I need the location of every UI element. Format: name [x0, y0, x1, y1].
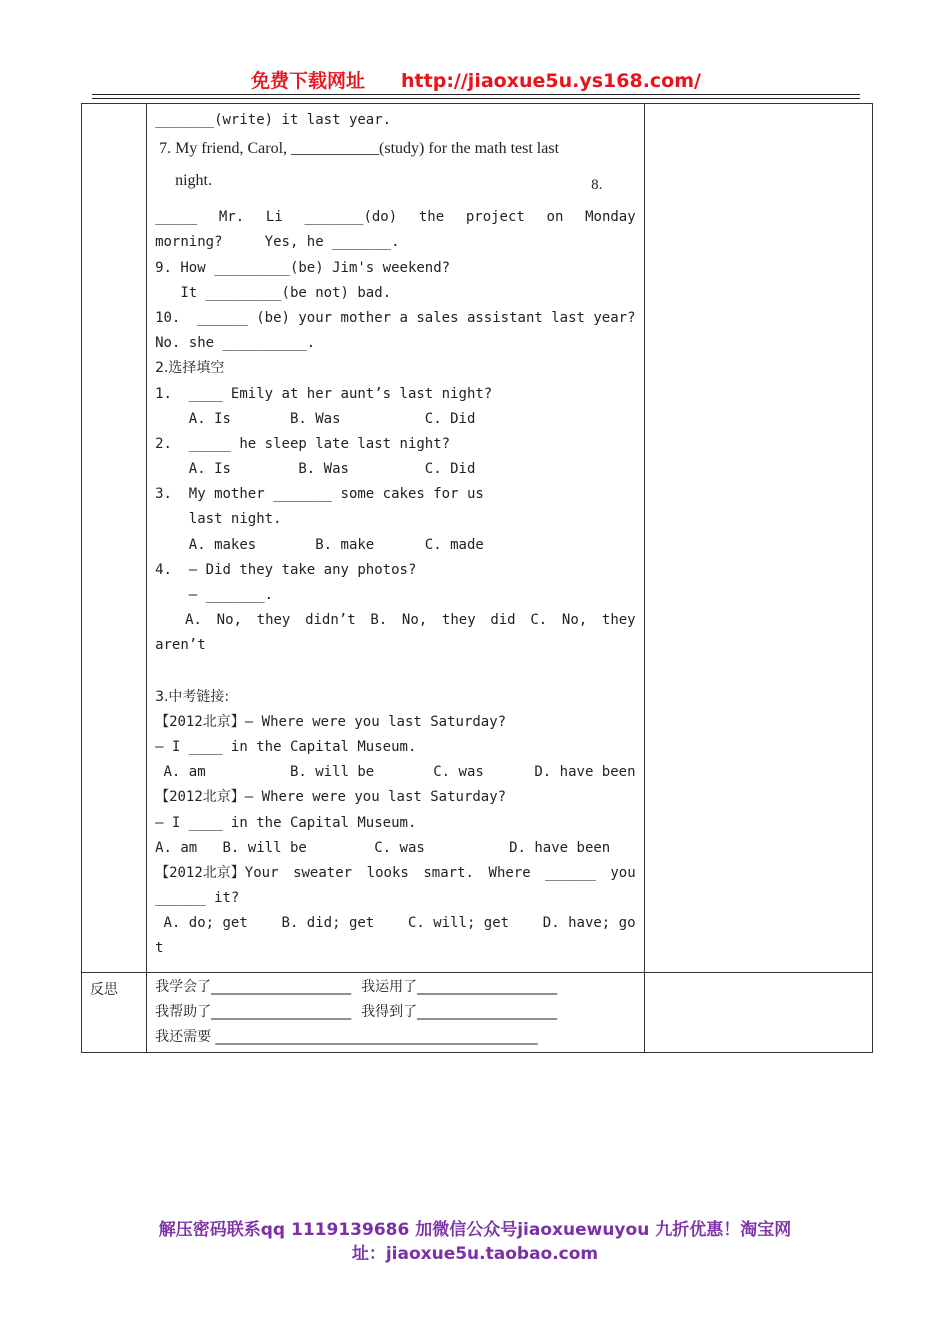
choice-question-4-options-cont: aren’t	[155, 637, 206, 654]
header-label: 免费下载网址	[251, 70, 366, 92]
exam-link-1-answer: — I ____ in the Capital Museum.	[155, 738, 417, 755]
left-cell	[82, 104, 147, 973]
exam-link-3-options-cont: t	[155, 940, 164, 957]
question-10-answer: No. she __________.	[155, 335, 316, 352]
choice-question-3: 3. My mother _______ some cakes for us	[155, 486, 484, 503]
got-field: 我得到了____________________	[361, 1003, 558, 1020]
question-7: 7. My friend, Carol, ___________(study) for the math test last	[159, 140, 560, 158]
worksheet-table	[81, 103, 873, 1053]
reflection-line-1	[155, 975, 636, 1000]
reflection-label: 反思	[90, 981, 118, 998]
section-3-title: 3.中考链接:	[155, 688, 230, 705]
choice-question-3-options: A. makes B. make C. made	[155, 536, 484, 553]
question-10: 10. ______ (be) your mother a sales assistant last year?	[155, 309, 636, 326]
exam-link-2-question: 【2012北京】— Where were you last Saturday?	[155, 789, 507, 806]
footer-line-1: 解压密码联系qq 1119139686 加微信公众号jiaoxuewuyou 九折优惠！淘宝网	[158, 1220, 792, 1240]
ex3-word: you	[610, 864, 636, 881]
q8-word: project	[465, 209, 525, 226]
option-word: No,	[401, 612, 428, 629]
option-word: they	[441, 612, 476, 629]
option-word: No,	[216, 612, 242, 629]
question-7-end: night.	[175, 172, 212, 190]
ex3-word: ______	[545, 864, 596, 881]
footer-ad	[80, 1218, 870, 1266]
choice-question-4-options	[155, 608, 636, 633]
exam-link-1-options: A. am B. will be C. was D. have been	[155, 764, 636, 781]
choice-question-1-options: A. Is B. Was C. Did	[155, 410, 476, 427]
q8-word: Li	[265, 209, 283, 226]
question-8-line2: morning? Yes, he _______.	[155, 234, 400, 251]
choice-question-2: 2. _____ he sleep late last night?	[155, 435, 451, 452]
q8-word: the	[418, 209, 445, 226]
question-9-answer: It _________(be not) bad.	[155, 284, 392, 301]
exam-link-3-question	[155, 861, 636, 886]
ex3-word: Where	[488, 864, 531, 881]
choice-question-4: 4. — Did they take any photos?	[155, 561, 417, 578]
header-divider	[92, 98, 860, 99]
option-word: didn’t	[305, 612, 356, 629]
question-6-tail: _______(write) it last year.	[155, 112, 392, 128]
learned-field: 我学会了____________________	[155, 978, 352, 995]
exam-link-2-options: A. am B. will be C. was D. have been	[155, 839, 611, 856]
reflection-line-2	[155, 1000, 636, 1025]
q8-word: Monday	[585, 209, 636, 226]
section-2-title: 2.选择填空	[155, 360, 225, 377]
reflection-notes-cell	[644, 972, 872, 1052]
exam-link-3-options: A. do; get B. did; get C. will; get D. have; go	[155, 915, 636, 932]
reflection-label-cell	[82, 972, 147, 1052]
option-word: C.	[530, 612, 548, 629]
ex3-word: sweater	[293, 864, 353, 881]
exam-link-3-question-cont: ______ it?	[155, 890, 240, 907]
q8-word: on	[546, 209, 564, 226]
option-word: they	[256, 612, 291, 629]
option-word: No,	[561, 612, 588, 629]
site-header	[92, 66, 860, 95]
reflection-content-cell	[147, 972, 645, 1052]
q8-word: _______(do)	[304, 209, 398, 226]
question-7-cont	[155, 165, 636, 197]
need-field: 我还需要 ______________________________________________	[155, 1028, 538, 1045]
exam-link-2-answer: — I ____ in the Capital Museum.	[155, 814, 417, 831]
q8-word: Mr.	[218, 209, 245, 226]
used-field: 我运用了____________________	[361, 978, 558, 995]
exercise-row	[82, 104, 873, 973]
ex3-word: looks	[366, 864, 409, 881]
ex3-word: smart.	[423, 864, 474, 881]
ex3-word: 【2012北京】Your	[155, 864, 279, 881]
question-8-number: 8.	[591, 177, 603, 194]
option-word: did	[490, 612, 516, 629]
question-9: 9. How _________(be) Jim's weekend?	[155, 259, 451, 276]
helped-field: 我帮助了____________________	[155, 1003, 352, 1020]
q8-word: _____	[155, 209, 198, 226]
reflection-row	[82, 972, 873, 1052]
choice-question-1: 1. ____ Emily at her aunt’s last night?	[155, 385, 493, 402]
notes-cell	[644, 104, 872, 973]
exercise-cell	[147, 104, 645, 973]
option-word: B.	[370, 612, 388, 629]
option-word: A.	[185, 612, 202, 629]
option-word: they	[601, 612, 636, 629]
choice-question-4-answer: — _______.	[155, 587, 274, 603]
header-url-link[interactable]: http://jiaoxue5u.ys168.com/	[401, 70, 701, 92]
footer-line-2[interactable]: 址：jiaoxue5u.taobao.com	[351, 1244, 599, 1264]
choice-question-2-options: A. Is B. Was C. Did	[155, 461, 476, 478]
question-8-line1	[155, 205, 636, 230]
exam-link-1-question: 【2012北京】— Where were you last Saturday?	[155, 713, 507, 730]
choice-question-3-cont: last night.	[155, 511, 282, 528]
